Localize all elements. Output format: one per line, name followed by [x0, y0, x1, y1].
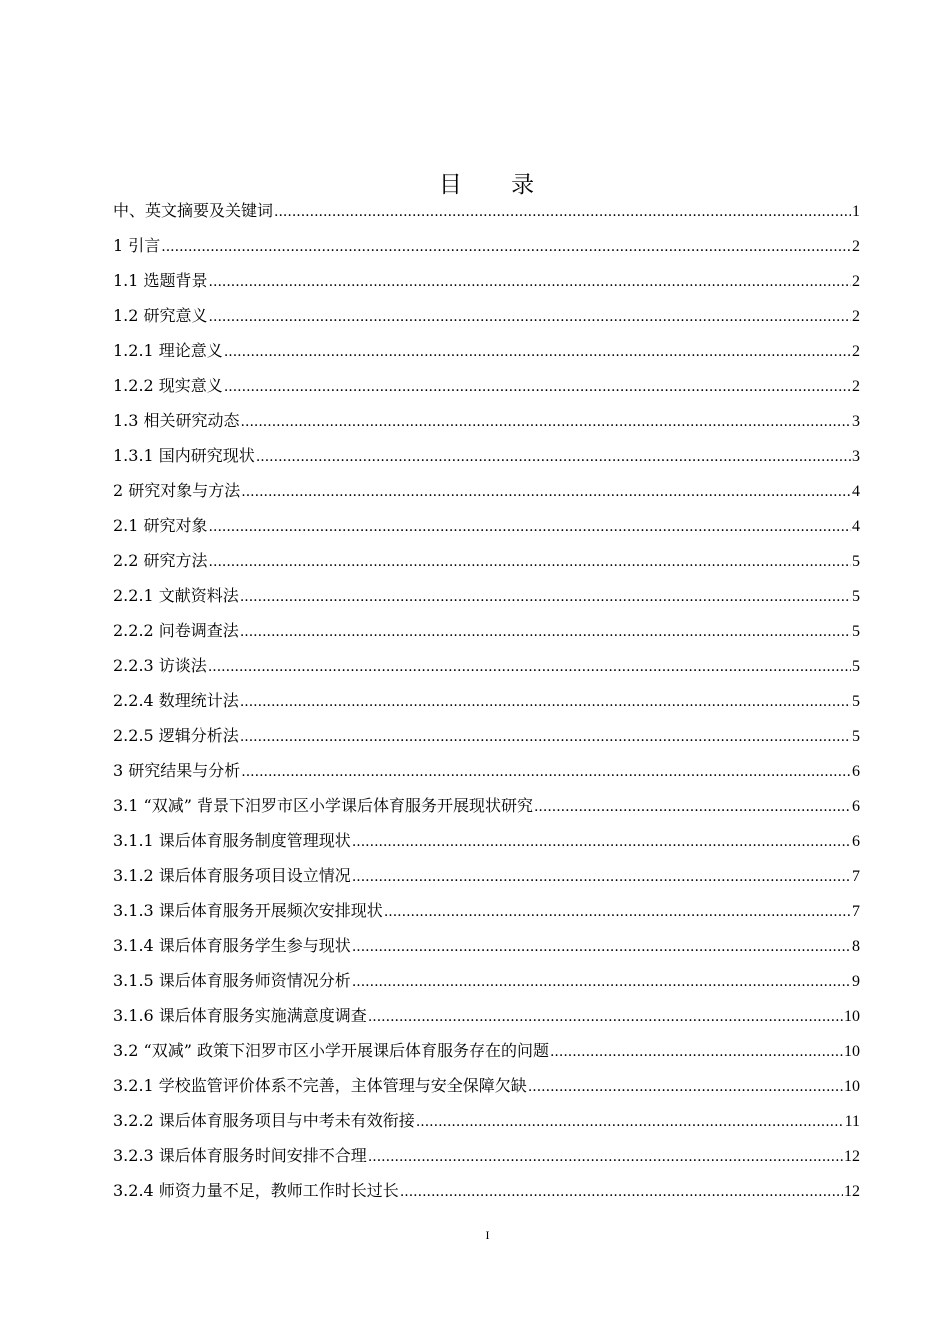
toc-dot-leader [240, 720, 851, 755]
toc-entry[interactable] [113, 1033, 860, 1068]
toc-entry[interactable] [113, 718, 860, 753]
toc-dot-leader [240, 685, 851, 720]
toc-entry[interactable] [113, 788, 860, 823]
toc-entry-page-number: 2 [852, 273, 860, 290]
toc-entry[interactable] [113, 683, 860, 718]
toc-entry-label: 3.1 “双减” 背景下汨罗市区小学课后体育服务开展现状研究 [113, 796, 533, 815]
toc-entry[interactable] [113, 193, 860, 228]
toc-entry-label: 1.3.1 国内研究现状 [113, 446, 255, 465]
toc-entry-page-number: 5 [852, 728, 860, 745]
toc-dot-leader [352, 860, 851, 895]
toc-entry[interactable] [113, 893, 860, 928]
toc-entry-label: 3.2.4 师资力量不足，教师工作时长过长 [113, 1181, 399, 1200]
toc-dot-leader [224, 335, 851, 370]
toc-dot-leader [274, 195, 851, 230]
toc-dot-leader [528, 1070, 843, 1105]
page-number-footer: I [485, 1228, 490, 1242]
toc-entry-label: 2.2.1 文献资料法 [113, 586, 239, 605]
toc-dot-leader [534, 790, 851, 825]
toc-entry[interactable] [113, 333, 860, 368]
toc-entry[interactable] [113, 543, 860, 578]
toc-entry[interactable] [113, 263, 860, 298]
toc-entry-label: 1.2.1 理论意义 [113, 341, 223, 360]
toc-entry-page-number: 12 [844, 1183, 860, 1200]
toc-entry[interactable] [113, 823, 860, 858]
toc-dot-leader [209, 545, 851, 580]
toc-entry-label: 1.2.2 现实意义 [113, 376, 223, 395]
toc-entry[interactable] [113, 963, 860, 998]
toc-entry[interactable] [113, 438, 860, 473]
toc-entry-page-number: 5 [852, 553, 860, 570]
toc-dot-leader [352, 965, 851, 1000]
toc-entry-label: 1 引言 [113, 236, 161, 255]
toc-entry[interactable] [113, 613, 860, 648]
toc-dot-leader [241, 755, 851, 790]
toc-dot-leader [241, 475, 851, 510]
toc-entry-label: 2.2.2 问卷调查法 [113, 621, 239, 640]
toc-entry-page-number: 5 [852, 588, 860, 605]
toc-dot-leader [368, 1140, 843, 1175]
toc-entry[interactable] [113, 1103, 860, 1138]
toc-dot-leader [550, 1035, 843, 1070]
toc-entry-page-number: 5 [852, 623, 860, 640]
toc-entry[interactable] [113, 928, 860, 963]
toc-entry-label: 3.2.1 学校监管评价体系不完善，主体管理与安全保障欠缺 [113, 1076, 527, 1095]
toc-dot-leader [352, 825, 851, 860]
toc-entry-label: 中、英文摘要及关键词 [113, 201, 274, 220]
toc-entry-page-number: 2 [852, 238, 860, 255]
toc-entry-label: 1.3 相关研究动态 [113, 411, 240, 430]
toc-entry[interactable] [113, 1173, 860, 1208]
toc-dot-leader [352, 930, 851, 965]
toc-dot-leader [209, 265, 851, 300]
toc-dot-leader [416, 1105, 844, 1140]
toc-entry-label: 3.1.5 课后体育服务师资情况分析 [113, 971, 351, 990]
toc-entry-label: 3 研究结果与分析 [113, 761, 241, 780]
toc-entry-label: 3.1.1 课后体育服务制度管理现状 [113, 831, 351, 850]
toc-dot-leader [161, 230, 851, 265]
toc-entry-page-number: 1 [852, 203, 860, 220]
toc-entry-label: 3.2.2 课后体育服务项目与中考未有效衔接 [113, 1111, 415, 1130]
toc-entry-label: 3.1.2 课后体育服务项目设立情况 [113, 866, 351, 885]
toc-entry-label: 2.2.4 数理统计法 [113, 691, 239, 710]
toc-entry-page-number: 10 [844, 1078, 860, 1095]
toc-entry[interactable] [113, 998, 860, 1033]
toc-entry-page-number: 6 [852, 798, 860, 815]
toc-dot-leader [240, 580, 851, 615]
toc-dot-leader [368, 1000, 843, 1035]
page-title: 目 录 [438, 172, 537, 198]
toc-entry-page-number: 3 [852, 413, 860, 430]
toc-entry-label: 3.1.6 课后体育服务实施满意度调查 [113, 1006, 367, 1025]
toc-entry-page-number: 5 [852, 693, 860, 710]
toc-entry[interactable] [113, 298, 860, 333]
toc-dot-leader [256, 440, 851, 475]
toc-entry[interactable] [113, 648, 860, 683]
toc-entry-page-number: 4 [852, 483, 860, 500]
toc-dot-leader [240, 615, 851, 650]
toc-entry[interactable] [113, 473, 860, 508]
toc-entry-label: 3.2 “双减” 政策下汨罗市区小学开展课后体育服务存在的问题 [113, 1041, 549, 1060]
toc-entry-page-number: 2 [852, 378, 860, 395]
toc-dot-leader [241, 405, 851, 440]
toc-entry-label: 1.1 选题背景 [113, 271, 208, 290]
toc-entry-page-number: 11 [844, 1113, 860, 1130]
toc-entry[interactable] [113, 403, 860, 438]
toc-entry[interactable] [113, 858, 860, 893]
toc-entry-label: 2 研究对象与方法 [113, 481, 241, 500]
toc-entry-page-number: 6 [852, 833, 860, 850]
toc-entry-page-number: 6 [852, 763, 860, 780]
toc-entry-label: 2.2 研究方法 [113, 551, 208, 570]
toc-dot-leader [400, 1175, 843, 1210]
toc-dot-leader [209, 510, 851, 545]
toc-entry-page-number: 3 [852, 448, 860, 465]
toc-dot-leader [208, 650, 851, 685]
toc-entry-page-number: 2 [852, 343, 860, 360]
toc-entry-page-number: 7 [852, 903, 860, 920]
toc-dot-leader [209, 300, 851, 335]
toc-entry[interactable] [113, 508, 860, 543]
toc-entry[interactable] [113, 368, 860, 403]
toc-entry-label: 3.1.3 课后体育服务开展频次安排现状 [113, 901, 383, 920]
toc-entry-page-number: 8 [852, 938, 860, 955]
toc-entry-label: 2.1 研究对象 [113, 516, 208, 535]
toc-entry-label: 3.2.3 课后体育服务时间安排不合理 [113, 1146, 367, 1165]
toc-entry-page-number: 12 [844, 1148, 860, 1165]
toc-entry-page-number: 10 [844, 1043, 860, 1060]
toc-entry-page-number: 7 [852, 868, 860, 885]
toc-entry-page-number: 2 [852, 308, 860, 325]
table-of-contents [113, 193, 860, 1208]
toc-dot-leader [384, 895, 851, 930]
toc-dot-leader [224, 370, 851, 405]
toc-entry-page-number: 4 [852, 518, 860, 535]
toc-entry[interactable] [113, 578, 860, 613]
toc-entry-label: 2.2.3 访谈法 [113, 656, 207, 675]
toc-entry[interactable] [113, 1068, 860, 1103]
toc-entry-label: 1.2 研究意义 [113, 306, 208, 325]
toc-entry[interactable] [113, 753, 860, 788]
toc-entry-page-number: 9 [852, 973, 860, 990]
toc-entry-page-number: 5 [852, 658, 860, 675]
toc-entry[interactable] [113, 1138, 860, 1173]
toc-entry-label: 3.1.4 课后体育服务学生参与现状 [113, 936, 351, 955]
toc-entry-label: 2.2.5 逻辑分析法 [113, 726, 239, 745]
toc-entry[interactable] [113, 228, 860, 263]
toc-entry-page-number: 10 [844, 1008, 860, 1025]
